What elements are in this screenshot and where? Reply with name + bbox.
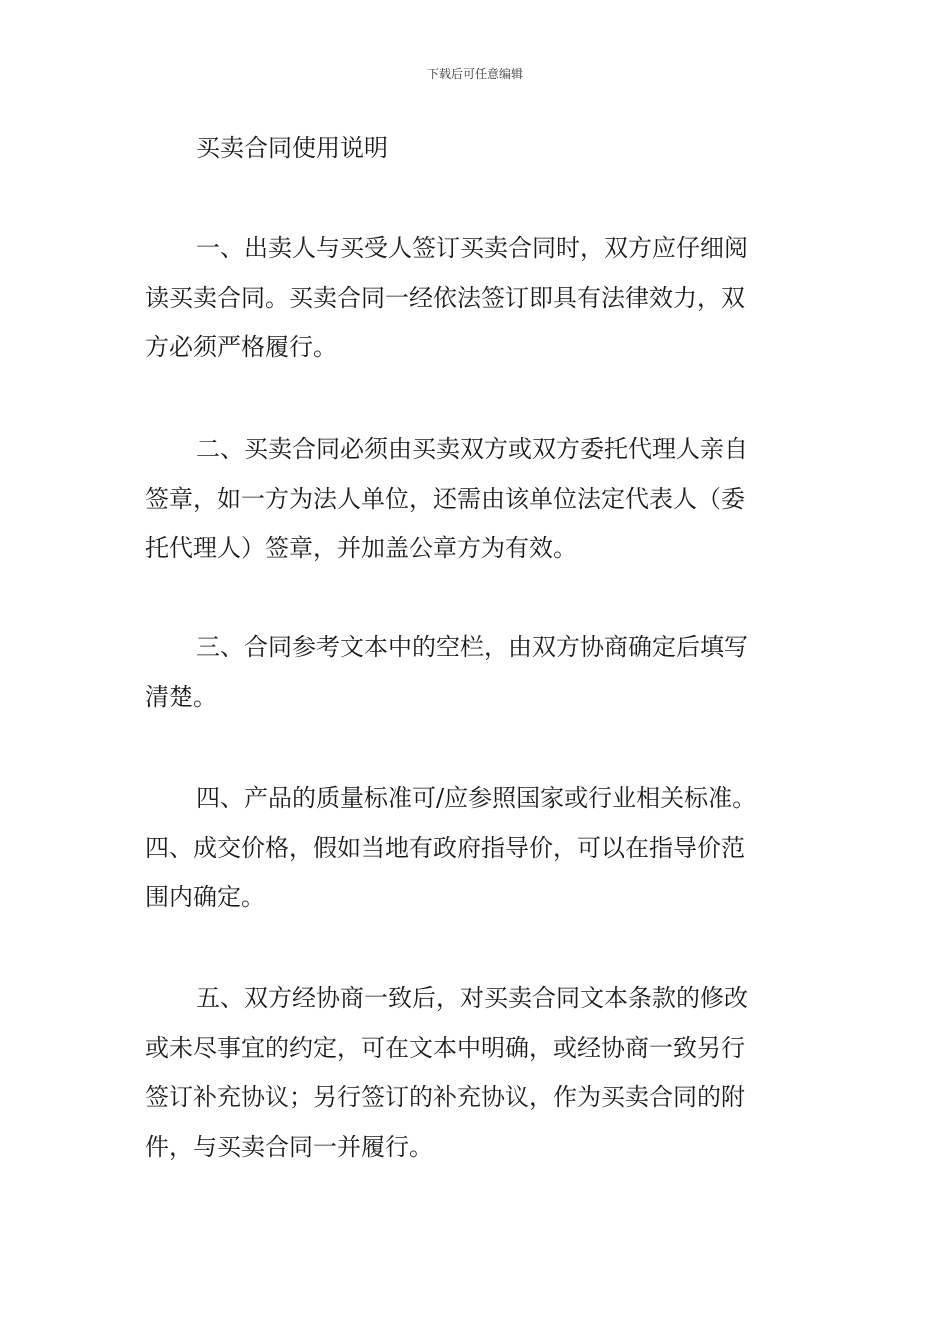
paragraph-line: 五、双方经协商一致后，对买卖合同文本条款的修改 [196,984,748,1012]
document-title: 买卖合同使用说明 [196,134,388,162]
paragraph-1 [145,224,807,373]
paragraph-4 [145,774,807,923]
paragraph-5 [145,974,807,1172]
paragraph-line: 方必须严格履行。 [145,333,337,361]
paragraph-2 [145,425,807,574]
paragraph-line: 清楚。 [145,682,217,711]
paragraph-line: 件，与买卖合同一并履行。 [145,1132,433,1161]
paragraph-line: 二、买卖合同必须由买卖双方或双方委托代理人亲自 [196,435,748,463]
paragraph-3 [145,623,807,722]
paragraph-line: 或未尽事宜的约定，可在文本中明确，或经协商一致另行 [145,1033,745,1062]
paragraph-line: 围内确定。 [145,883,265,911]
paragraph-line: 签订补充协议；另行签订的补充协议，作为买卖合同的附 [145,1083,745,1111]
header-note: 下载后可任意编辑 [426,67,523,81]
paragraph-line: 托代理人）签章，并加盖公章方为有效。 [145,534,577,562]
paragraph-line: 三、合同参考文本中的空栏，由双方协商确定后填写 [196,633,748,661]
paragraph-line: 四、产品的质量标准可/应参照国家或行业相关标准。 [196,784,757,812]
paragraph-line: 读买卖合同。买卖合同一经依法签订即具有法律效力，双 [145,283,745,312]
paragraph-line: 一、出卖人与买受人签订买卖合同时，双方应仔细阅 [196,234,748,262]
paragraph-line: 签章，如一方为法人单位，还需由该单位法定代表人（委 [145,484,745,513]
paragraph-line: 四、成交价格，假如当地有政府指导价，可以在指导价范 [145,833,745,862]
